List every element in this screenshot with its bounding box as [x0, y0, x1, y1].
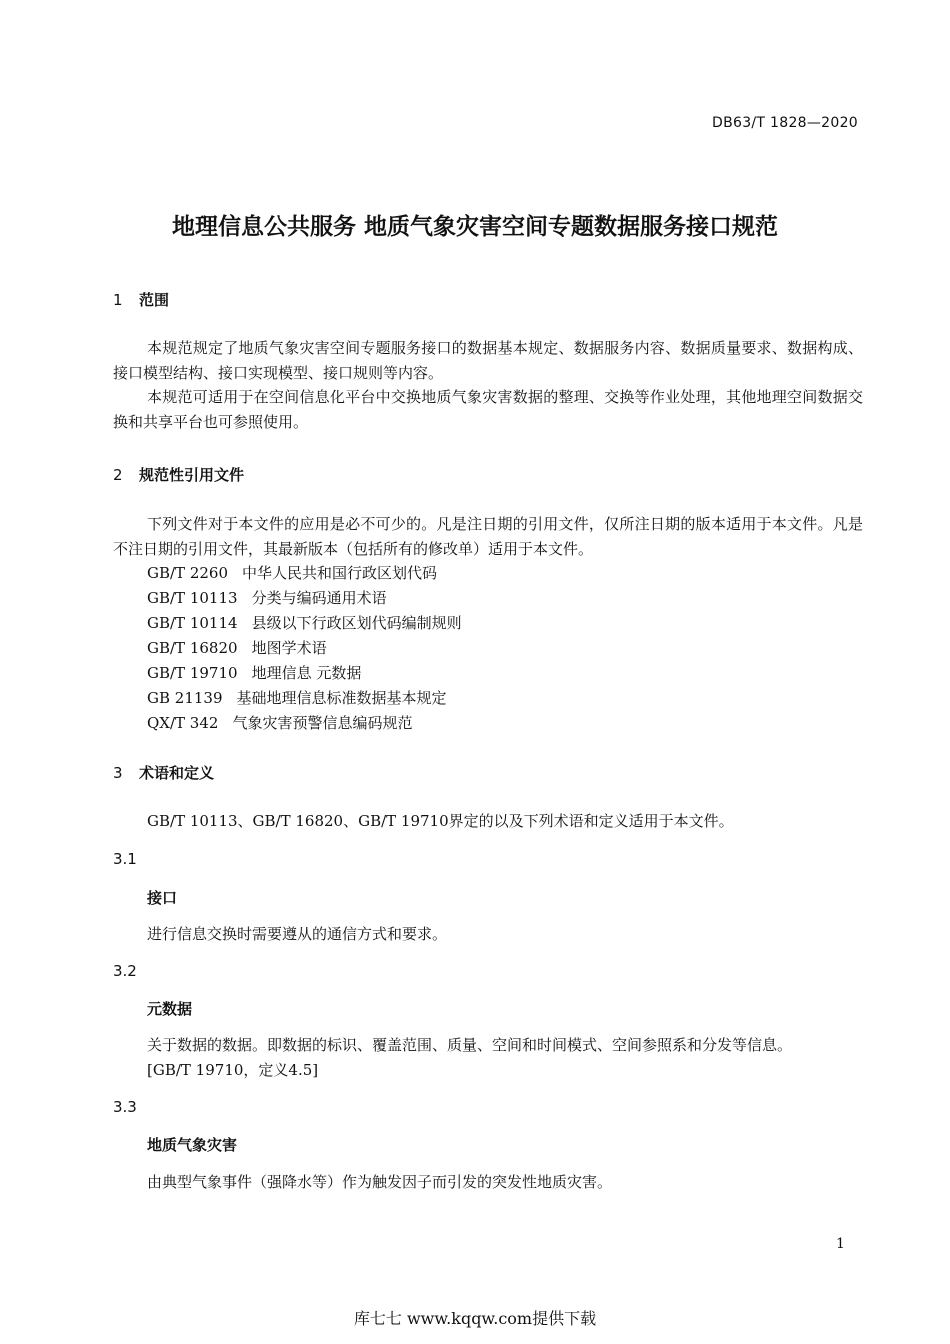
page-number: 1: [836, 1236, 845, 1252]
section-title: 规范性引用文件: [139, 466, 245, 484]
section-number: 2: [113, 466, 123, 484]
reference-item: [147, 612, 462, 633]
reference-item: [147, 637, 327, 658]
reference-code: QX/T 342: [147, 714, 219, 732]
standard-number: DB63/T 1828—2020: [712, 115, 858, 131]
download-footer: 库七七 www.kqqw.com提供下载: [353, 1309, 597, 1328]
section-heading-scope: [113, 289, 169, 310]
reference-code: GB 21139: [147, 689, 223, 707]
reference-code: GB/T 19710: [147, 664, 238, 682]
reference-name: 县级以下行政区划代码编制规则: [251, 614, 462, 632]
reference-name: 中华人民共和国行政区划代码: [242, 564, 438, 582]
section-title: 术语和定义: [139, 764, 215, 782]
reference-code: GB/T 10113: [147, 589, 238, 607]
term-number: 3.3: [113, 1098, 137, 1116]
scope-paragraph-1: 本规范规定了地质气象灾害空间专题服务接口的数据基本规定、数据服务内容、数据质量要求、数据构成、接口模型结构、接口实现模型、接口规则等内容。: [113, 339, 863, 382]
term-name: 元数据: [147, 1000, 193, 1018]
reference-item: [147, 687, 447, 708]
reference-item: [147, 587, 387, 608]
section-number: 1: [113, 291, 123, 309]
term-number: 3.2: [113, 962, 137, 980]
term-definition: 关于数据的数据。即数据的标识、覆盖范围、质量、空间和时间模式、空间参照系和分发等信息。: [147, 1036, 793, 1054]
reference-item: [147, 662, 361, 683]
section-title: 范围: [139, 291, 170, 309]
reference-item: [147, 712, 412, 733]
document-title: 地理信息公共服务 地质气象灾害空间专题数据服务接口规范: [171, 214, 778, 240]
section-heading-normative-references: [113, 464, 244, 485]
reference-name: 分类与编码通用术语: [251, 589, 387, 607]
terms-intro: GB/T 10113、GB/T 16820、GB/T 19710界定的以及下列术语和定义适用于本文件。: [147, 812, 734, 830]
reference-code: GB/T 16820: [147, 639, 238, 657]
reference-item: [147, 562, 437, 583]
reference-name: 地图学术语: [251, 639, 327, 657]
reference-code: GB/T 2260: [147, 564, 229, 582]
term-definition: 由典型气象事件（强降水等）作为触发因子而引发的突发性地质灾害。: [147, 1173, 613, 1191]
reference-code: GB/T 10114: [147, 614, 238, 632]
term-source: [GB/T 19710，定义4.5]: [147, 1061, 319, 1079]
term-name: 地质气象灾害: [147, 1136, 238, 1154]
references-intro: 下列文件对于本文件的应用是必不可少的。凡是注日期的引用文件，仅所注日期的版本适用于本文件。凡是不注日期的引用文件，其最新版本（包括所有的修改单）适用于本文件。: [113, 515, 863, 558]
reference-name: 气象灾害预警信息编码规范: [232, 714, 413, 732]
section-number: 3: [113, 764, 123, 782]
reference-name: 地理信息 元数据: [251, 664, 362, 682]
term-definition: 进行信息交换时需要遵从的通信方式和要求。: [147, 925, 448, 943]
term-number: 3.1: [113, 850, 137, 868]
section-heading-terms-definitions: [113, 762, 214, 783]
term-name: 接口: [147, 889, 178, 907]
reference-name: 基础地理信息标准数据基本规定: [236, 689, 447, 707]
scope-paragraph-2: 本规范可适用于在空间信息化平台中交换地质气象灾害数据的整理、交换等作业处理，其他地理空间数据交换和共享平台也可参照使用。: [113, 388, 863, 431]
